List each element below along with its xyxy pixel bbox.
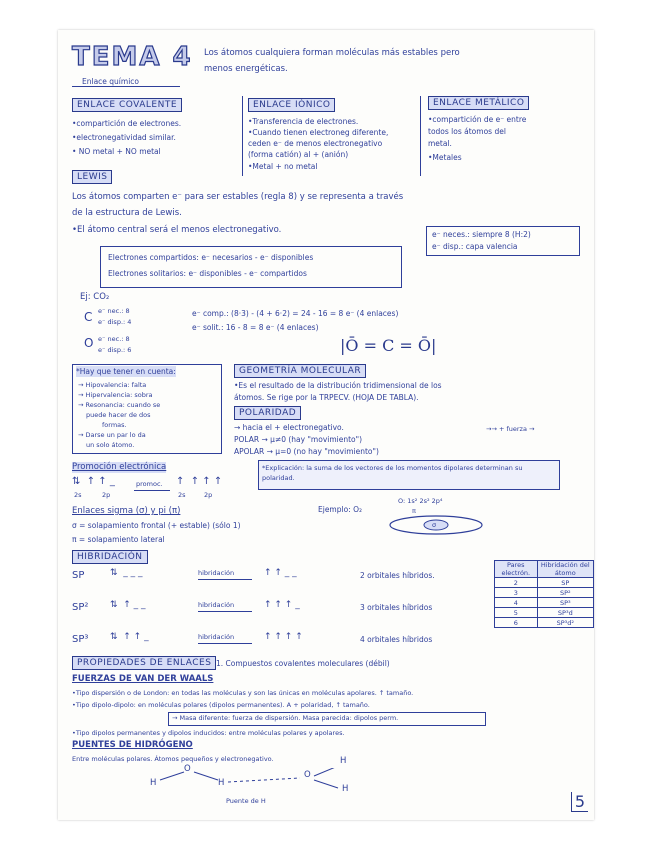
hibridacion-before: ⇅ _ _ _ bbox=[110, 568, 143, 578]
atom-h: H bbox=[150, 778, 157, 788]
hibridacion-arrow: hibridación bbox=[198, 633, 235, 641]
table-cell: 4 bbox=[495, 598, 538, 608]
promocion-arrow-line bbox=[134, 490, 170, 491]
lewis-calc-1: e⁻ comp.: (8·3) - (4 + 6·2) = 24 - 16 = 8 e⁻ (4 enlaces) bbox=[192, 309, 399, 318]
lewis-co2-structure: |Ō = C = Ō| bbox=[340, 336, 437, 355]
page-number: 5 bbox=[571, 792, 588, 812]
table-cell: 3 bbox=[495, 588, 538, 598]
promocion-before-p: 2p bbox=[102, 491, 111, 499]
hibridacion-arrow-line bbox=[198, 579, 252, 580]
puentes-heading: PUENTES DE HIDRÓGENO bbox=[72, 740, 193, 750]
polaridad-fuerza: →→ + fuerza → bbox=[486, 425, 535, 433]
ionico-heading: ENLACE IÓNICO bbox=[248, 98, 335, 112]
exceptions-item: puede hacer de dos bbox=[86, 411, 151, 419]
lewis-example-label: Ej: CO₂ bbox=[80, 292, 110, 302]
sigma-overlap-diagram bbox=[374, 514, 504, 538]
table-cell: 2 bbox=[495, 578, 538, 588]
table-cell: SP³d² bbox=[537, 618, 593, 628]
lewis-o-symbol: O bbox=[84, 336, 94, 350]
pi-definition: π = solapamiento lateral bbox=[72, 535, 165, 544]
sigma-example: Ejemplo: O₂ bbox=[318, 505, 362, 514]
lewis-c-disp: e⁻ disp.: 4 bbox=[98, 318, 132, 326]
lewis-formula-1: Electrones compartidos: e⁻ necesarios - e⁻ disponibles bbox=[108, 253, 314, 262]
table-cell: SP³d bbox=[537, 608, 593, 618]
hibridacion-arrow: hibridación bbox=[198, 601, 235, 609]
atom-h: H bbox=[340, 756, 347, 766]
lewis-o-disp: e⁻ disp.: 6 bbox=[98, 346, 132, 354]
geometria-heading: GEOMETRÍA MOLECULAR bbox=[234, 364, 366, 378]
notebook-page bbox=[58, 30, 594, 820]
table-row bbox=[495, 588, 594, 598]
column-divider bbox=[242, 96, 243, 176]
geometria-line-1: •Es el resultado de la distribución tridimensional de los bbox=[234, 381, 442, 390]
lewis-c-symbol: C bbox=[84, 310, 93, 324]
promocion-before-s: 2s bbox=[74, 491, 82, 499]
lewis-note-2: e⁻ disp.: capa valencia bbox=[432, 242, 518, 251]
intro-line-2: menos energéticas. bbox=[204, 64, 288, 74]
hibridacion-table bbox=[494, 560, 594, 628]
vdw-line-3: •Tipo dipolos permanentes y dipolos inducidos: entre moléculas polares y apolares. bbox=[72, 729, 345, 737]
ionico-item: ceden e⁻ de menos electronegativo bbox=[248, 139, 383, 148]
table-row bbox=[495, 578, 594, 588]
hibridacion-before: ⇅ ↑ _ _ bbox=[110, 600, 146, 610]
title-underline bbox=[72, 86, 180, 87]
propiedades-heading: PROPIEDADES DE ENLACES bbox=[72, 656, 216, 670]
promocion-after-p: 2p bbox=[204, 491, 213, 499]
covalente-item: •compartición de electrones. bbox=[72, 119, 182, 128]
puente-label: Puente de H bbox=[226, 797, 266, 805]
hibridacion-after: ↑ ↑ ↑ ↑ bbox=[264, 632, 303, 642]
atom-o: O bbox=[304, 770, 311, 780]
polaridad-heading: POLARIDAD bbox=[234, 406, 301, 420]
lewis-o-nec: e⁻ nec.: 8 bbox=[98, 335, 130, 343]
table-cell: SP² bbox=[537, 588, 593, 598]
exceptions-item: un solo átomo. bbox=[86, 441, 135, 449]
metalico-item: •compartición de e⁻ entre bbox=[428, 115, 527, 124]
page-title: TEMA 4 bbox=[72, 42, 193, 72]
hibridacion-result: 3 orbitales híbridos bbox=[360, 603, 433, 612]
hibridacion-label: SP bbox=[72, 570, 85, 581]
lewis-formula-2: Electrones solitarios: e⁻ disponibles - e⁻ compartidos bbox=[108, 269, 307, 278]
polaridad-line: → hacia el + electronegativo. bbox=[234, 423, 344, 432]
ionico-item: •Metal + no metal bbox=[248, 162, 318, 171]
exceptions-item: formas. bbox=[102, 421, 127, 429]
polaridad-apolar: APOLAR → μ=0 (no hay "movimiento") bbox=[234, 447, 379, 456]
propiedades-sub: 1. Compuestos covalentes moleculares (débil) bbox=[216, 659, 390, 668]
exceptions-item: → Hipervalencia: sobra bbox=[78, 391, 153, 399]
intro-line-1: Los átomos cualquiera forman moléculas más estables pero bbox=[204, 48, 460, 58]
hibridacion-result: 2 orbitales híbridos. bbox=[360, 571, 435, 580]
hibridacion-arrow-line bbox=[198, 611, 252, 612]
oxygen-config: O: 1s² 2s² 2p⁴ bbox=[398, 497, 443, 505]
promocion-boxes-after: ↑ ↑ ↑ ↑ bbox=[176, 476, 223, 487]
promocion-arrow: promoc. bbox=[136, 480, 163, 488]
exceptions-item: → Hipovalencia: falta bbox=[78, 381, 147, 389]
table-row bbox=[495, 618, 594, 628]
hibridacion-heading: HIBRIDACIÓN bbox=[72, 550, 148, 564]
polaridad-explicacion: *Explicación: la suma de los vectores de los momentos dipolares determinan su polaridad. bbox=[262, 464, 523, 482]
table-cell: SP³ bbox=[537, 598, 593, 608]
column-divider bbox=[420, 96, 421, 176]
table-row bbox=[495, 608, 594, 618]
hibridacion-after: ↑ ↑ ↑ _ bbox=[264, 600, 300, 610]
lewis-line-3: •El átomo central será el menos electronegativo. bbox=[72, 225, 282, 235]
exceptions-item: → Darse un par lo da bbox=[78, 431, 146, 439]
vdw-line-1: •Tipo dispersión o de London: en todas las moléculas y son las únicas en moléculas apolares. ↑ tamaño. bbox=[72, 689, 414, 697]
hibridacion-arrow: hibridación bbox=[198, 569, 235, 577]
atom-h: H bbox=[342, 784, 349, 794]
geometria-line-2: átomos. Se rige por la TRPECV. (HOJA DE TABLA). bbox=[234, 393, 419, 402]
table-cell: 6 bbox=[495, 618, 538, 628]
hydrogen-bond-lines bbox=[154, 768, 354, 798]
pi-label: π bbox=[412, 507, 416, 515]
metalico-heading: ENLACE METÁLICO bbox=[428, 96, 529, 110]
hibridacion-arrow-line bbox=[198, 643, 252, 644]
table-cell: 5 bbox=[495, 608, 538, 618]
sigma-label: σ bbox=[432, 521, 437, 529]
lewis-line-2: de la estructura de Lewis. bbox=[72, 208, 182, 218]
vdw-heading: FUERZAS DE VAN DER WAALS bbox=[72, 674, 214, 684]
lewis-line-1: Los átomos comparten e⁻ para ser estables (regla 8) y se representa a través bbox=[72, 192, 404, 202]
lewis-c-nec: e⁻ nec.: 8 bbox=[98, 307, 130, 315]
metalico-item: todos los átomos del bbox=[428, 127, 506, 136]
table-cell: SP bbox=[537, 578, 593, 588]
table-row bbox=[495, 598, 594, 608]
promocion-heading: Promoción electrónica bbox=[72, 462, 167, 472]
metalico-item: metal. bbox=[428, 139, 452, 148]
atom-o: O bbox=[184, 764, 191, 774]
ionico-item: (forma catión) al + (anión) bbox=[248, 150, 349, 159]
hibridacion-label: SP³ bbox=[72, 634, 89, 645]
sigma-definition: σ = solapamiento frontal (+ estable) (sólo 1) bbox=[72, 521, 241, 530]
metalico-item: •Metales bbox=[428, 153, 462, 162]
table-header: Hibridación del átomo bbox=[537, 561, 593, 578]
covalente-item: •electronegatividad similar. bbox=[72, 133, 176, 142]
ionico-item: •Cuando tienen electroneg diferente, bbox=[248, 128, 389, 137]
ionico-item: •Transferencia de electrones. bbox=[248, 117, 359, 126]
lewis-note-1: e⁻ neces.: siempre 8 (H:2) bbox=[432, 230, 531, 239]
covalente-heading: ENLACE COVALENTE bbox=[72, 98, 182, 112]
lewis-calc-2: e⁻ solit.: 16 - 8 = 8 e⁻ (4 enlaces) bbox=[192, 323, 319, 332]
exceptions-title: *Hay que tener en cuenta: bbox=[76, 367, 176, 376]
vdw-line-2: •Tipo dipolo-dipolo: en moléculas polares (dipolos permanentes). A + polaridad, ↑ tamaño. bbox=[72, 701, 370, 709]
atom-h: H bbox=[218, 778, 225, 788]
covalente-item: • NO metal + NO metal bbox=[72, 147, 161, 156]
puentes-line: Entre moléculas polares. Átomos pequeños y electronegativo. bbox=[72, 755, 274, 763]
vdw-note: → Masa diferente: fuerza de dispersión. Masa parecida: dipolos perm. bbox=[172, 714, 399, 722]
promocion-boxes-before: ⇅ ↑ ↑ _ bbox=[72, 476, 115, 487]
page-subtitle: Enlace químico bbox=[82, 77, 139, 86]
exceptions-item: → Resonancia: cuando se bbox=[78, 401, 161, 409]
hibridacion-label: SP² bbox=[72, 602, 89, 613]
hibridacion-before: ⇅ ↑ ↑ _ bbox=[110, 632, 149, 642]
polaridad-polar: POLAR → μ≠0 (hay "movimiento") bbox=[234, 435, 363, 444]
hibridacion-after: ↑ ↑ _ _ bbox=[264, 568, 297, 578]
sigma-pi-heading: Enlaces sigma (σ) y pi (π) bbox=[72, 506, 181, 516]
promocion-after-s: 2s bbox=[178, 491, 186, 499]
hibridacion-result: 4 orbitales híbridos bbox=[360, 635, 433, 644]
lewis-heading: LEWIS bbox=[72, 170, 112, 184]
table-header: Pares electrón. bbox=[495, 561, 538, 578]
